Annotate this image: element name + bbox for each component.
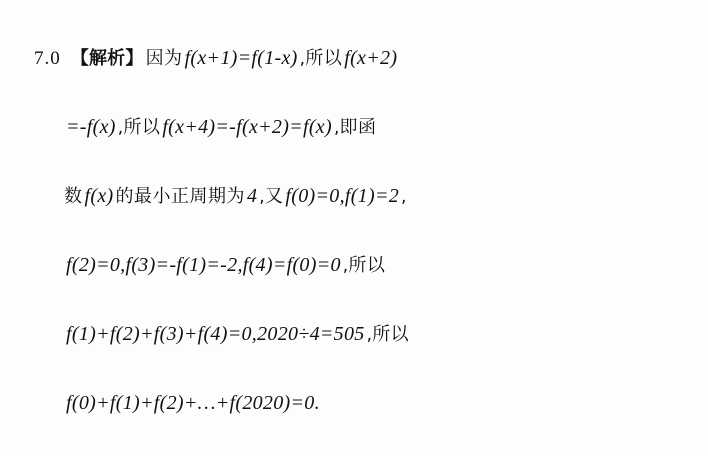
line-3-punc-2: , bbox=[401, 187, 407, 207]
line-3-punc-1: , bbox=[259, 187, 265, 207]
line-5-cn-1: 所以 bbox=[372, 324, 410, 345]
line-1-math-2: f(x+2) bbox=[344, 47, 398, 69]
solution-line-1 bbox=[34, 24, 674, 93]
line-2-punc-2: , bbox=[333, 118, 340, 138]
line-6-math-1: f(0)+f(1)+f(2)+…+f(2020)=0. bbox=[66, 392, 320, 414]
line-1-punc-1: , bbox=[299, 49, 306, 69]
solution-line-3 bbox=[34, 162, 674, 231]
line-1-math-1: f(x+1)=f(1-x) bbox=[184, 47, 298, 69]
solution-line-6 bbox=[34, 369, 674, 438]
line-3-cn-2: 的最小正周期为 bbox=[115, 186, 245, 207]
line-5-punc-1: , bbox=[366, 325, 373, 345]
solution-line-4 bbox=[34, 231, 674, 300]
line-4-math-1: f(2)=0,f(3)=-f(1)=-2,f(4)=f(0)=0 bbox=[66, 254, 341, 276]
question-number: 7.0 bbox=[34, 48, 61, 69]
line-1-cn-1: 因为 bbox=[145, 48, 183, 69]
line-2-math-1: =-f(x) bbox=[66, 116, 116, 138]
solution-line-5 bbox=[34, 300, 674, 369]
line-4-cn-1: 所以 bbox=[348, 255, 386, 276]
line-2-punc-1: , bbox=[117, 118, 124, 138]
line-3-cn-1: 数 bbox=[64, 186, 83, 207]
line-2-math-2: f(x+4)=-f(x+2)=f(x) bbox=[162, 116, 332, 138]
line-3-math-2: 4 bbox=[246, 185, 258, 207]
line-3-math-3: f(0)=0,f(1)=2 bbox=[285, 185, 400, 207]
line-2-cn-1: 所以 bbox=[123, 117, 161, 138]
line-3-math-1: f(x) bbox=[84, 185, 114, 207]
line-1-cn-2: 所以 bbox=[305, 48, 343, 69]
solution-line-2 bbox=[34, 93, 674, 162]
analysis-tag: 【解析】 bbox=[70, 48, 144, 69]
line-2-cn-2: 即函 bbox=[339, 117, 377, 138]
line-3-cn-3: 又 bbox=[264, 186, 284, 207]
line-5-math-1: f(1)+f(2)+f(3)+f(4)=0,2020÷4=505 bbox=[66, 323, 365, 345]
line-4-punc-1: , bbox=[342, 256, 349, 276]
